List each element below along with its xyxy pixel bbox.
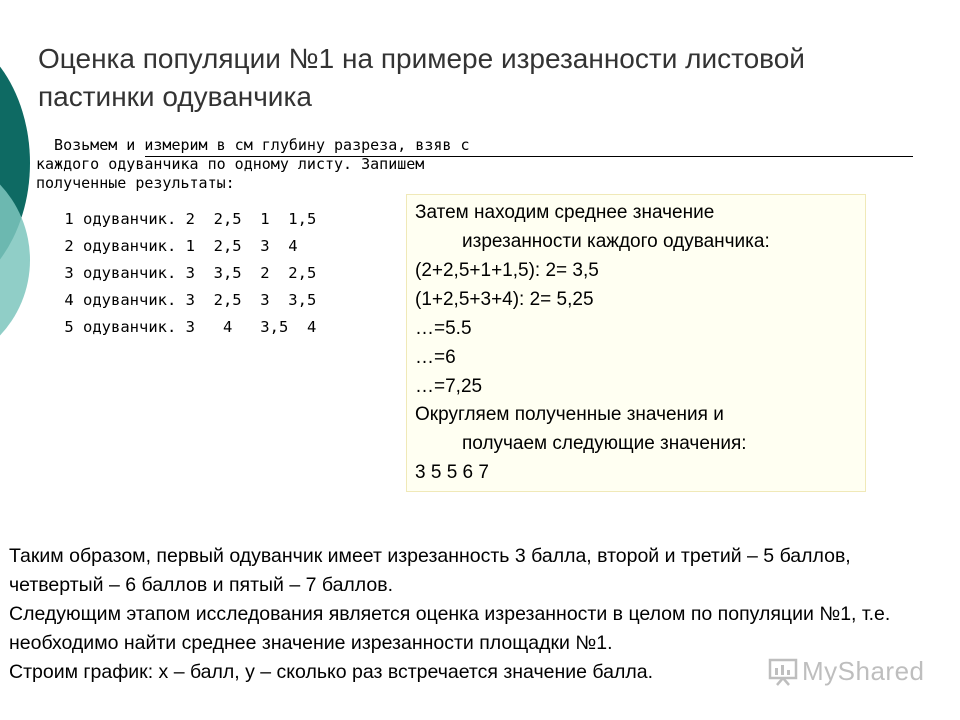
- measurement-row: 2 одуванчик. 1 2,5 3 4: [55, 237, 298, 255]
- summary-paragraph-2: Следующим этапом исследования является оценка изрезанности в целом по популяции №1, т.е. необходимо найти среднее значение изрезанности площадки №1.: [9, 603, 891, 654]
- calc-line-4: (1+2,5+3+4): 2= 5,25: [415, 289, 594, 310]
- calc-line-9: получаем следующие значения:: [462, 433, 747, 454]
- slide-title: [38, 40, 938, 116]
- presentation-icon: [768, 658, 798, 686]
- calc-line-6: …=6: [415, 347, 456, 368]
- intro-line-1: Возьмем и измерим в см глубину разреза, взяв с: [36, 136, 470, 154]
- measurement-row: 4 одуванчик. 3 2,5 3 3,5: [55, 291, 317, 309]
- calc-line-1: Затем находим среднее значение: [415, 202, 715, 223]
- measurement-row: 3 одуванчик. 3 3,5 2 2,5: [55, 264, 317, 282]
- watermark: [768, 656, 925, 687]
- title-line-2: пастинки одуванчика: [38, 81, 312, 112]
- calc-line-5: …=5.5: [415, 318, 472, 339]
- intro-text: [36, 136, 596, 193]
- intro-line-3: полученные результаты:: [36, 174, 235, 192]
- summary-paragraph-1: Таким образом, первый одуванчик имеет изрезанность 3 балла, второй и третий – 5 баллов, четвертый – 6 баллов и пятый – 7 баллов.: [9, 545, 851, 596]
- calc-line-8: Округляем полученные значения и: [415, 404, 724, 425]
- measurement-list: [55, 206, 316, 341]
- measurement-row: 1 одуванчик. 2 2,5 1 1,5: [55, 210, 317, 228]
- title-line-1: Оценка популяции №1 на примере изрезанности листовой: [38, 43, 805, 74]
- measurement-row: 5 одуванчик. 3 4 3,5 4: [55, 318, 317, 336]
- calc-line-2: изрезанности каждого одуванчика:: [462, 231, 770, 252]
- watermark-text: MyShared: [802, 656, 925, 686]
- summary-paragraph-3: Строим график: х – балл, у – сколько раз встречается значение балла.: [9, 661, 653, 683]
- intro-line-2: каждого одуванчика по одному листу. Запишем: [36, 155, 425, 173]
- calc-line-10: 3 5 5 6 7: [415, 462, 489, 483]
- calc-line-3: (2+2,5+1+1,5): 2= 3,5: [415, 260, 599, 281]
- calculation-box: [406, 194, 866, 492]
- calc-line-7: …=7,25: [415, 376, 483, 397]
